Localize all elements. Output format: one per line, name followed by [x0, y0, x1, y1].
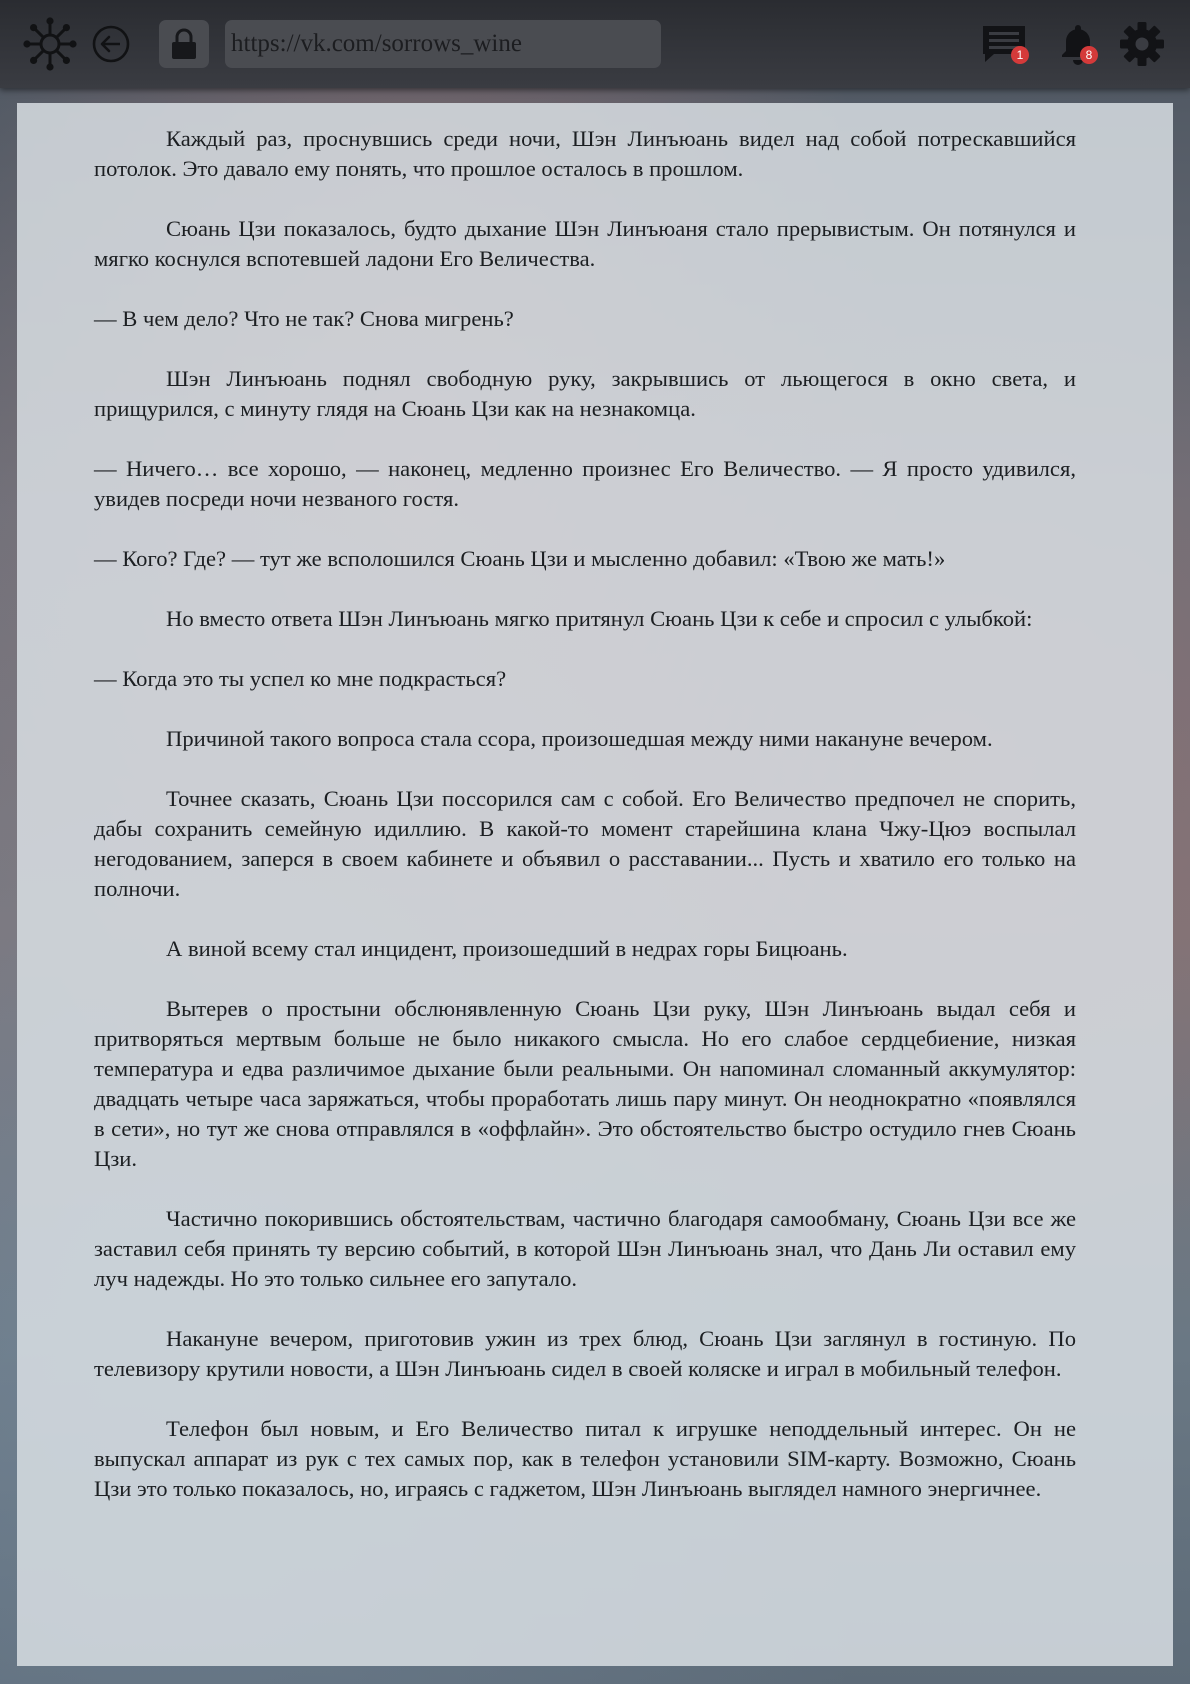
reader-panel	[17, 103, 1173, 1666]
url-text[interactable]: https://vk.com/sorrows_wine	[231, 30, 522, 57]
paragraph: Шэн Линъюань поднял свободную руку, закрывшись от льющегося в окно света, и прищурился, с минуту глядя на Сюань Цзи как на незнакомца.	[94, 366, 1076, 421]
paragraph: Каждый раз, проснувшись среди ночи, Шэн Линъюань видел над собой потрескавшийся потолок. Это давало ему понять, что прошлое осталось в прошлом.	[94, 126, 1076, 181]
paragraph: А виной всему стал инцидент, произошедший в недрах горы Бицюань.	[166, 936, 848, 961]
notifications-badge: 8	[1080, 46, 1098, 64]
address-bar[interactable]	[225, 20, 661, 68]
messages-button[interactable]	[980, 20, 1028, 68]
back-arrow-icon[interactable]	[92, 25, 130, 63]
notifications-button[interactable]	[1054, 20, 1102, 68]
paragraph: Накануне вечером, приготовив ужин из трех блюд, Сюань Цзи заглянул в гостиную. По телевизору крутили новости, а Шэн Линъюань сидел в своей коляске и играл в мобильный телефон.	[94, 1326, 1076, 1381]
paragraph: Частично покорившись обстоятельствам, частично благодаря самообману, Сюань Цзи все же заставил себя принять ту версию событий, в которой Шэн Линъюань знал, что Дань Ли оставил ему луч надежды. Но это только сильнее его запутало.	[94, 1206, 1076, 1291]
settings-button[interactable]	[1118, 20, 1166, 68]
network-logo-icon[interactable]	[22, 16, 78, 72]
paragraph: Телефон был новым, и Его Величество питал к игрушке неподдельный интерес. Он не выпускал аппарат из рук с тех самых пор, как в телефон установили SIM-карту. Возможно, Сюань Цзи это только показалось, но, играясь с гаджетом, Шэн Линъюань выглядел намного энергичнее.	[94, 1416, 1076, 1501]
gear-icon	[1118, 20, 1166, 68]
chapter-text	[94, 124, 1076, 1504]
lock-button[interactable]	[159, 20, 209, 68]
lock-icon	[169, 27, 199, 61]
messages-badge: 1	[1011, 46, 1029, 64]
paragraph: — В чем дело? Что не так? Снова мигрень?	[94, 306, 514, 331]
paragraph: Вытерев о простыни обслюнявленную Сюань Цзи руку, Шэн Линъюань выдал себя и притворяться мертвым больше не было никакого смысла. Но его слабое сердцебиение, низкая температура и едва различимое дыхание были реальными. Он напоминал сломанный аккумулятор: двадцать четыре часа заряжаться, чтобы проработать лишь пару минут. Он неоднократно «появлялся в сети», но тут же снова отправлялся в «оффлайн». Это обстоятельство быстро остудило гнев Сюань Цзи.	[94, 996, 1076, 1171]
paragraph: — Когда это ты успел ко мне подкрасться?	[94, 666, 507, 691]
paragraph: — Кого? Где? — тут же всполошился Сюань Цзи и мысленно добавил: «Твою же мать!»	[94, 546, 946, 571]
paragraph: Сюань Цзи показалось, будто дыхание Шэн Линъюаня стало прерывистым. Он потянулся и мягко коснулся вспотевшей ладони Его Величества.	[94, 216, 1076, 271]
paragraph: Точнее сказать, Сюань Цзи поссорился сам с собой. Его Величество предпочел не спорить, дабы сохранить семейную идиллию. В какой-то момент старейшина клана Чжу-Цюэ воспылал негодованием, заперся в своем кабинете и объявил о расставании... Пусть и хватило его только на полночи.	[94, 786, 1076, 901]
paragraph: Но вместо ответа Шэн Линъюань мягко притянул Сюань Цзи к себе и спросил с улыбкой:	[166, 606, 1033, 631]
paragraph: Причиной такого вопроса стала ссора, произошедшая между ними накануне вечером.	[166, 726, 993, 751]
browser-toolbar	[0, 0, 1190, 88]
paragraph: — Ничего… все хорошо, — наконец, медленно произнес Его Величество. — Я просто удивился, увидев посреди ночи незваного гостя.	[94, 456, 1076, 511]
